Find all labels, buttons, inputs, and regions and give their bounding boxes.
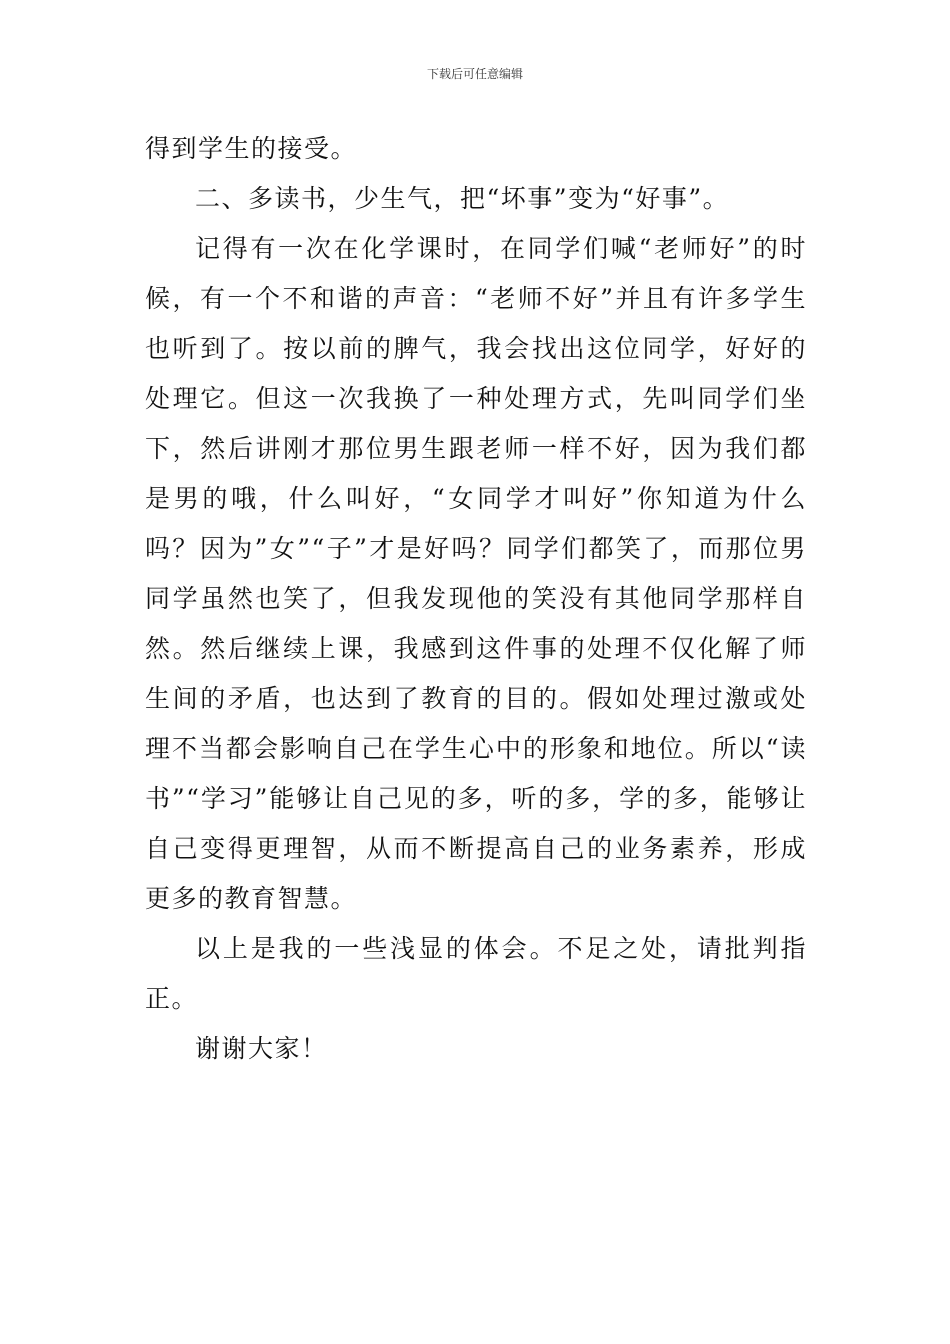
page-header: 下载后可任意编辑 — [426, 67, 523, 81]
section-heading: 二、多读书，少生气，把“坏事”变为“好事”。 — [195, 184, 730, 213]
paragraph-continuation: 得到学生的接受。 — [145, 134, 358, 163]
paragraph-conclusion: 以上是我的一些浅显的体会。不足之处，请批判指正。 — [145, 934, 807, 1013]
paragraph-thanks: 谢谢大家！ — [195, 1034, 328, 1063]
document-body — [145, 124, 807, 1074]
paragraph-story: 记得有一次在化学课时，在同学们喊“老师好”的时候，有一个不和谐的声音：“老师不好”并且有许多学生也听到了。按以前的脾气，我会找出这位同学，好好的处理它。但这一次我换了一种处理方式，先叫同学们坐下，然后讲刚才那位男生跟老师一样不好，因为我们都是男的哦，什么叫好，“女同学才叫好”你知道为什么吗？因为”女”“子”才是好吗？同学们都笑了，而那位男同学虽然也笑了，但我发现他的笑没有其他同学那样自然。然后继续上课，我感到这件事的处理不仅化解了师生间的矛盾，也达到了教育的目的。假如处理过激或处理不当都会影响自己在学生心中的形象和地位。所以“读书”“学习”能够让自己见的多，听的多，学的多，能够让自己变得更理智，从而不断提高自己的业务素养，形成更多的教育智慧。 — [145, 234, 807, 913]
